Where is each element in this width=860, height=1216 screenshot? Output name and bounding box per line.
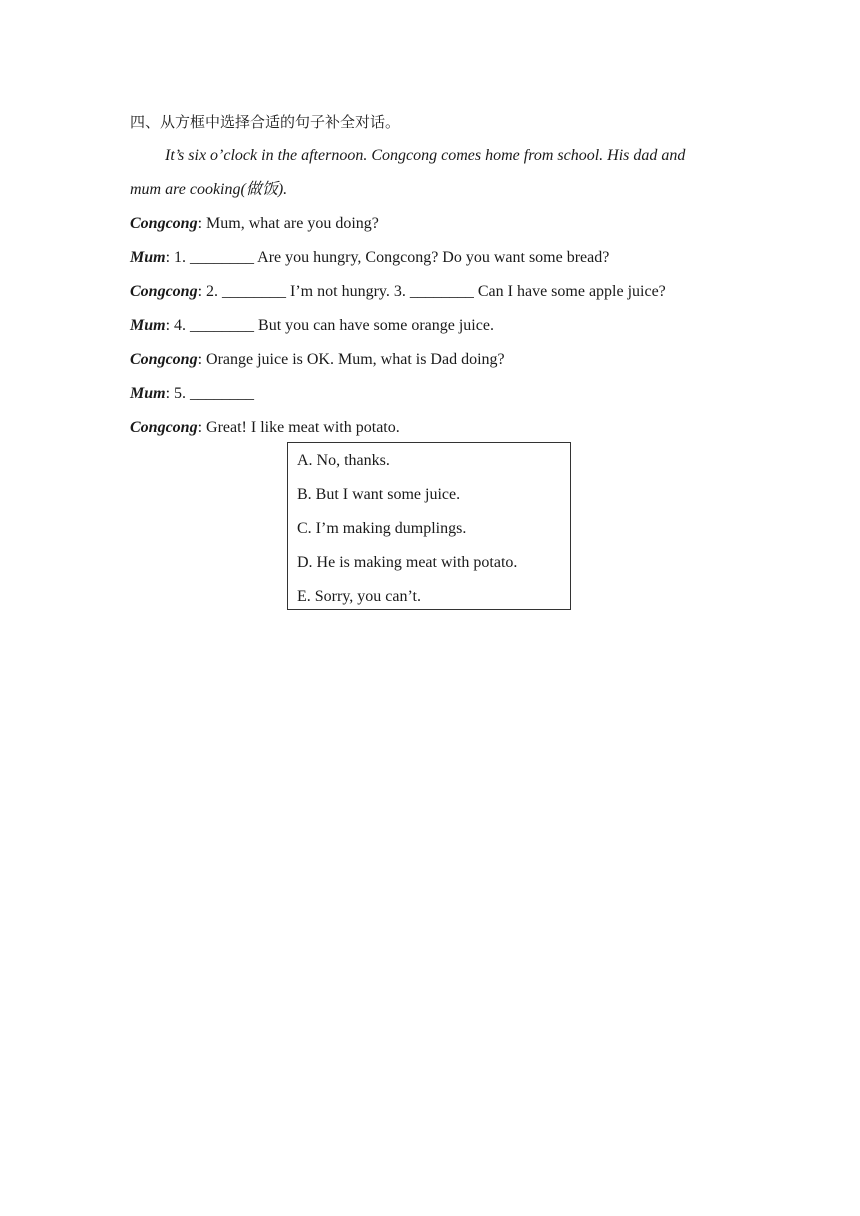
speaker-name: Mum — [130, 249, 166, 266]
dialogue-text: : Orange juice is OK. Mum, what is Dad doing? — [197, 351, 505, 368]
intro-line-1: It’s six o’clock in the afternoon. Congcong comes home from school. His dad and — [165, 147, 686, 164]
dialogue-line-5 — [130, 350, 505, 370]
dialogue-line-2 — [130, 248, 609, 268]
option-e: E. Sorry, you can’t. — [297, 588, 421, 605]
dialogue-text: : 5. ________ — [165, 385, 255, 402]
options-box — [287, 442, 571, 610]
speaker-name: Congcong — [130, 351, 198, 368]
dialogue-text: : 4. ________ But you can have some orange juice. — [165, 317, 494, 334]
option-b: B. But I want some juice. — [297, 486, 461, 503]
dialogue-line-7 — [130, 418, 400, 438]
dialogue-line-3 — [130, 282, 666, 302]
speaker-name: Congcong — [130, 283, 198, 300]
dialogue-line-6 — [130, 384, 254, 404]
option-d: D. He is making meat with potato. — [297, 554, 518, 571]
dialogue-line-1 — [130, 214, 379, 234]
intro-line-2: mum are cooking(做饭). — [130, 181, 288, 198]
speaker-name: Congcong — [130, 419, 198, 436]
speaker-name: Mum — [130, 385, 166, 402]
dialogue-text: : Mum, what are you doing? — [197, 215, 379, 232]
speaker-name: Mum — [130, 317, 166, 334]
dialogue-text: : Great! I like meat with potato. — [197, 419, 400, 436]
section-heading: 四、从方框中选择合适的句子补全对话。 — [130, 113, 401, 131]
dialogue-text: : 1. ________ Are you hungry, Congcong? Do you want some bread? — [165, 249, 610, 266]
option-c: C. I’m making dumplings. — [297, 520, 467, 537]
dialogue-text: : 2. ________ I’m not hungry. 3. ________ Can I have some apple juice? — [197, 283, 666, 300]
speaker-name: Congcong — [130, 215, 198, 232]
dialogue-line-4 — [130, 316, 494, 336]
option-a: A. No, thanks. — [297, 452, 390, 469]
